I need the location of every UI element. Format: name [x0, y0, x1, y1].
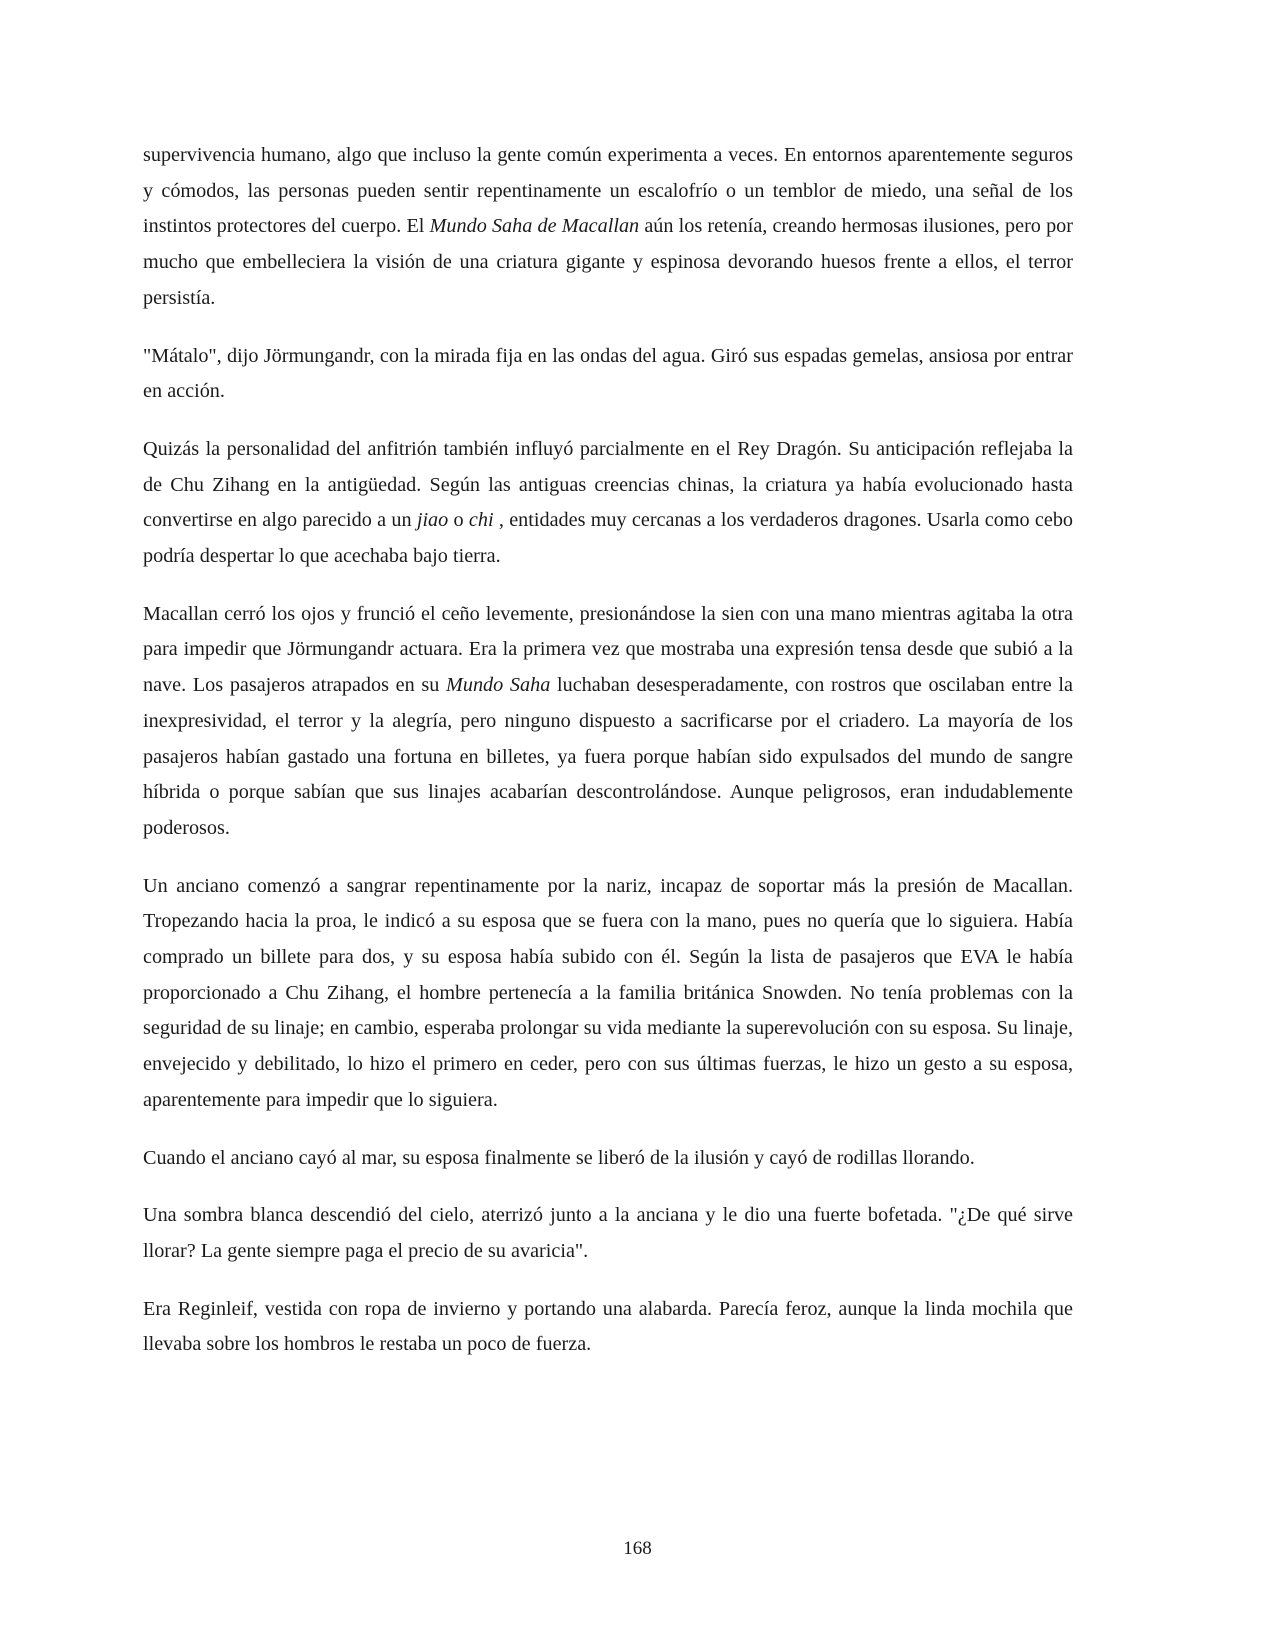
body-text: luchaban desesperadamente, con rostros que oscilaban entre la inexpresividad, el terror y la alegría, pero ninguno dispuesto a sacrificarse por el criadero. La mayoría de los pasajeros habían gastado una fortuna en billetes, ya fuera porque habían sido expulsados del mundo de sangre híbrida o porque sabían que sus linajes acabarían descontrolándose. Aunque peligrosos, eran indudablemente poderosos.: [143, 674, 1073, 839]
body-text: supervivencia humano, algo que incluso la gente común experimenta a veces. En entornos aparentemente seguros y cómodos, las personas pueden sentir repentinamente un escalofrío o un temblor de miedo, una señal de los instintos protectores del cuerpo. El: [143, 144, 1073, 238]
paragraph: [143, 1141, 1073, 1177]
emphasis-text: Mundo Saha: [446, 674, 551, 697]
body-text: Macallan cerró los ojos y frunció el ceño levemente, presionándose la sien con una mano mientras agitaba la otra para impedir que Jörmungandr actuara. Era la primera vez que mostraba una expresión tensa desde que subió a la nave. Los pasajeros atrapados en su: [143, 602, 1073, 697]
body-text: Un anciano comenzó a sangrar repentinamente por la nariz, incapaz de soportar más la presión de Macallan. Tropezando hacia la proa, le indicó a su esposa que se fuera con la mano, pues no quería que lo siguiera. Había comprado un billete para dos, y su esposa había subido con él. Según la lista de pasajeros que EVA le había proporcionado a Chu Zihang, el hombre pertenecía a la familia británica Snowden. No tenía problemas con la seguridad de su linaje; en cambio, esperaba prolongar su vida mediante la superevolución con su esposa. Su linaje, envejecido y debilitado, lo hizo el primero en ceder, pero con sus últimas fuerzas, le hizo un gesto a su esposa, aparentemente para impedir que lo siguiera.: [143, 874, 1073, 1111]
body-text-column: [143, 138, 1073, 1363]
emphasis-text: chi: [468, 509, 494, 532]
paragraph: [143, 597, 1073, 847]
emphasis-text: Mundo Saha de Macallan: [429, 215, 640, 238]
body-text: , entidades muy cercanas a los verdaderos dragones. Usarla como cebo podría despertar lo que acechaba bajo tierra.: [143, 509, 1074, 568]
paragraph: [143, 1198, 1073, 1269]
body-text: "Mátalo", dijo Jörmungandr, con la mirada fija en las ondas del agua. Giró sus espadas gemelas, ansiosa por entrar en acción.: [143, 344, 1073, 403]
paragraph: [143, 138, 1073, 317]
paragraph: [143, 432, 1073, 575]
body-text: Era Reginleif, vestida con ropa de invierno y portando una alabarda. Parecía feroz, aunque la linda mochila que llevaba sobre los hombros le restaba un poco de fuerza.: [143, 1297, 1073, 1356]
paragraph: [143, 339, 1073, 410]
emphasis-text: jiao: [416, 509, 449, 532]
paragraph: [143, 869, 1073, 1119]
paragraph: [143, 1292, 1073, 1363]
body-text: Quizás la personalidad del anfitrión también influyó parcialmente en el Rey Dragón. Su anticipación reflejaba la de Chu Zihang en la antigüedad. Según las antiguas creencias chinas, la criatura ya había evolucionado hasta convertirse en algo parecido a un: [143, 437, 1073, 532]
body-text: o: [448, 509, 469, 532]
body-text: Cuando el anciano cayó al mar, su esposa finalmente se liberó de la ilusión y cayó de rodillas llorando.: [143, 1146, 975, 1169]
body-text: aún los retenía, creando hermosas ilusiones, pero por mucho que embelleciera la visión de una criatura gigante y espinosa devorando huesos frente a ellos, el terror persistía.: [143, 215, 1073, 309]
body-text: Una sombra blanca descendió del cielo, aterrizó junto a la anciana y le dio una fuerte bofetada. "¿De qué sirve llorar? La gente siempre paga el precio de su avaricia".: [143, 1204, 1073, 1262]
page-number: 168: [623, 1538, 652, 1559]
